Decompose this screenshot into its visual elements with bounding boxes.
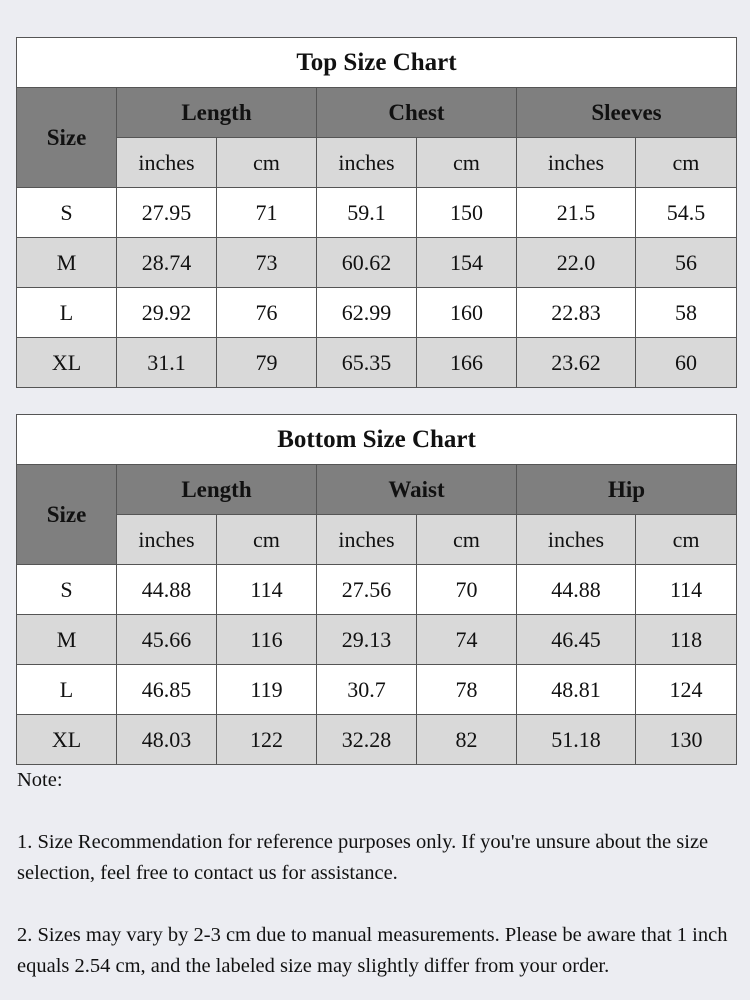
unit-header: cm (217, 138, 317, 188)
value-cell: 73 (217, 238, 317, 288)
note-item: 2. Sizes may vary by 2-3 cm due to manual measurements. Please be aware that 1 inch equals 2.54 cm, and the labeled size may slightly differ from your order. (17, 924, 728, 977)
unit-header: cm (417, 515, 517, 565)
table-row (17, 665, 737, 715)
unit-header: inches (517, 138, 636, 188)
table-row (17, 238, 737, 288)
value-cell: 27.95 (117, 188, 217, 238)
value-cell: 74 (417, 615, 517, 665)
size-cell: XL (17, 715, 117, 765)
value-cell: 76 (217, 288, 317, 338)
value-cell: 114 (636, 565, 737, 615)
top-size-chart (16, 37, 737, 388)
value-cell: 154 (417, 238, 517, 288)
value-cell: 166 (417, 338, 517, 388)
group-header-length: Length (117, 465, 317, 515)
size-cell: L (17, 665, 117, 715)
size-cell: M (17, 238, 117, 288)
note-item: 1. Size Recommendation for reference purposes only. If you're unsure about the size selection, feel free to contact us for assistance. (17, 831, 709, 884)
value-cell: 119 (217, 665, 317, 715)
value-cell: 118 (636, 615, 737, 665)
value-cell: 150 (417, 188, 517, 238)
value-cell: 60 (636, 338, 737, 388)
notes-heading: Note: (17, 769, 63, 791)
unit-header: cm (417, 138, 517, 188)
value-cell: 116 (217, 615, 317, 665)
table-row (17, 288, 737, 338)
value-cell: 82 (417, 715, 517, 765)
value-cell: 65.35 (317, 338, 417, 388)
size-column-header: Size (17, 465, 117, 565)
group-header-hip: Hip (517, 465, 737, 515)
unit-header: inches (517, 515, 636, 565)
value-cell: 48.81 (517, 665, 636, 715)
group-header-sleeves: Sleeves (517, 88, 737, 138)
value-cell: 56 (636, 238, 737, 288)
unit-header: inches (317, 138, 417, 188)
value-cell: 31.1 (117, 338, 217, 388)
unit-header: cm (636, 515, 737, 565)
table-row (17, 565, 737, 615)
table-row (17, 615, 737, 665)
bottom-chart-title: Bottom Size Chart (17, 415, 737, 465)
unit-header: inches (317, 515, 417, 565)
unit-header: cm (217, 515, 317, 565)
value-cell: 124 (636, 665, 737, 715)
value-cell: 54.5 (636, 188, 737, 238)
value-cell: 44.88 (517, 565, 636, 615)
value-cell: 45.66 (117, 615, 217, 665)
value-cell: 51.18 (517, 715, 636, 765)
value-cell: 27.56 (317, 565, 417, 615)
size-cell: S (17, 565, 117, 615)
table-row (17, 715, 737, 765)
value-cell: 46.85 (117, 665, 217, 715)
bottom-size-chart (16, 414, 737, 765)
group-header-length: Length (117, 88, 317, 138)
table-row (17, 338, 737, 388)
size-cell: XL (17, 338, 117, 388)
value-cell: 60.62 (317, 238, 417, 288)
value-cell: 22.83 (517, 288, 636, 338)
value-cell: 28.74 (117, 238, 217, 288)
value-cell: 29.92 (117, 288, 217, 338)
value-cell: 78 (417, 665, 517, 715)
unit-header: cm (636, 138, 737, 188)
value-cell: 58 (636, 288, 737, 338)
value-cell: 48.03 (117, 715, 217, 765)
notes-section (17, 765, 732, 982)
unit-header: inches (117, 515, 217, 565)
value-cell: 23.62 (517, 338, 636, 388)
value-cell: 44.88 (117, 565, 217, 615)
value-cell: 79 (217, 338, 317, 388)
group-header-waist: Waist (317, 465, 517, 515)
top-chart-title: Top Size Chart (17, 38, 737, 88)
value-cell: 59.1 (317, 188, 417, 238)
value-cell: 32.28 (317, 715, 417, 765)
value-cell: 46.45 (517, 615, 636, 665)
value-cell: 70 (417, 565, 517, 615)
value-cell: 130 (636, 715, 737, 765)
value-cell: 122 (217, 715, 317, 765)
value-cell: 160 (417, 288, 517, 338)
value-cell: 21.5 (517, 188, 636, 238)
value-cell: 71 (217, 188, 317, 238)
value-cell: 29.13 (317, 615, 417, 665)
size-column-header: Size (17, 88, 117, 188)
value-cell: 62.99 (317, 288, 417, 338)
unit-header: inches (117, 138, 217, 188)
table-row (17, 188, 737, 238)
value-cell: 30.7 (317, 665, 417, 715)
size-cell: M (17, 615, 117, 665)
group-header-chest: Chest (317, 88, 517, 138)
value-cell: 114 (217, 565, 317, 615)
size-cell: S (17, 188, 117, 238)
size-cell: L (17, 288, 117, 338)
value-cell: 22.0 (517, 238, 636, 288)
